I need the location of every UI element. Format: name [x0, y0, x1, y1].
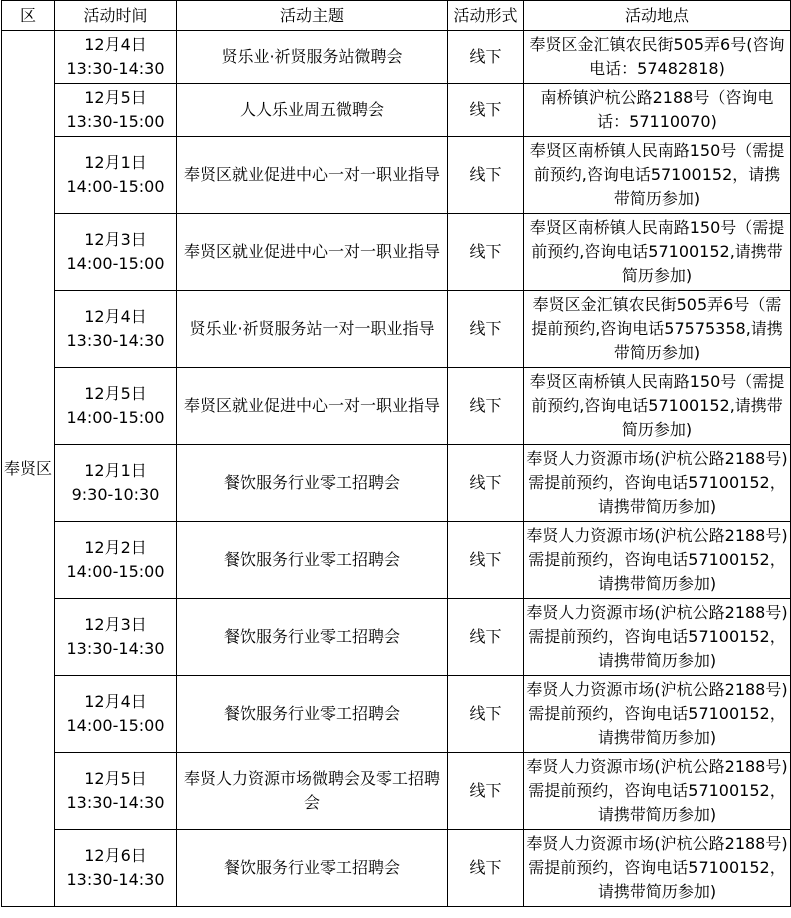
time-cell: [55, 31, 177, 84]
place-cell: 奉贤人力资源市场(沪杭公路2188号)需提前预约，咨询电话57100152，请携带简历参加): [524, 522, 791, 599]
date-text: 12月4日: [84, 35, 147, 54]
place-cell: 奉贤人力资源市场(沪杭公路2188号)需提前预约，咨询电话57100152，请携带简历参加): [524, 753, 791, 830]
topic-cell: 餐饮服务行业零工招聘会: [177, 445, 448, 522]
time-range-text: 14:00-15:00: [66, 562, 165, 581]
place-cell: 奉贤区南桥镇人民南路150号（需提前预约,咨询电话57100152,请携带简历参加): [524, 214, 791, 291]
time-range-text: 9:30-10:30: [71, 485, 160, 504]
topic-cell: 奉贤人力资源市场微聘会及零工招聘会: [177, 753, 448, 830]
table-row: [2, 31, 791, 84]
time-range-text: 13:30-14:30: [66, 870, 165, 889]
time-range-text: 13:30-14:30: [66, 793, 165, 812]
mode-cell: 线下: [448, 830, 524, 907]
place-cell: 奉贤区金汇镇农民街505弄6号（需提前预约,咨询电话57575358,请携带简历参加): [524, 291, 791, 368]
topic-cell: 人人乐业周五微聘会: [177, 84, 448, 137]
mode-cell: 线下: [448, 368, 524, 445]
mode-cell: 线下: [448, 445, 524, 522]
date-text: 12月5日: [84, 384, 147, 403]
time-cell: [55, 84, 177, 137]
mode-cell: 线下: [448, 214, 524, 291]
topic-cell: 餐饮服务行业零工招聘会: [177, 599, 448, 676]
time-cell: [55, 599, 177, 676]
topic-cell: 奉贤区就业促进中心一对一职业指导: [177, 137, 448, 214]
time-cell: [55, 291, 177, 368]
topic-cell: 贤乐业·祈贤服务站微聘会: [177, 31, 448, 84]
topic-cell: 餐饮服务行业零工招聘会: [177, 676, 448, 753]
table-row: [2, 137, 791, 214]
table-row: [2, 291, 791, 368]
time-range-text: 14:00-15:00: [66, 408, 165, 427]
activity-schedule-table: [1, 0, 791, 907]
date-text: 12月5日: [84, 769, 147, 788]
table-row: [2, 830, 791, 907]
table-row: [2, 522, 791, 599]
place-cell: 奉贤人力资源市场(沪杭公路2188号)需提前预约，咨询电话57100152，请携带简历参加): [524, 830, 791, 907]
time-range-text: 13:30-15:00: [66, 112, 165, 131]
mode-cell: 线下: [448, 599, 524, 676]
mode-cell: 线下: [448, 676, 524, 753]
date-text: 12月4日: [84, 307, 147, 326]
topic-cell: 贤乐业·祈贤服务站一对一职业指导: [177, 291, 448, 368]
table-row: [2, 445, 791, 522]
time-range-text: 13:30-14:30: [66, 331, 165, 350]
table-header-row: [2, 1, 791, 31]
place-cell: 奉贤人力资源市场(沪杭公路2188号)需提前预约，咨询电话57100152，请携带简历参加): [524, 445, 791, 522]
time-cell: [55, 522, 177, 599]
header-time: 活动时间: [55, 1, 177, 31]
header-mode: 活动形式: [448, 1, 524, 31]
topic-cell: 餐饮服务行业零工招聘会: [177, 830, 448, 907]
header-topic: 活动主题: [177, 1, 448, 31]
time-cell: [55, 753, 177, 830]
date-text: 12月5日: [84, 88, 147, 107]
mode-cell: 线下: [448, 753, 524, 830]
time-cell: [55, 368, 177, 445]
mode-cell: 线下: [448, 522, 524, 599]
topic-cell: 奉贤区就业促进中心一对一职业指导: [177, 368, 448, 445]
header-place: 活动地点: [524, 1, 791, 31]
time-cell: [55, 676, 177, 753]
date-text: 12月6日: [84, 846, 147, 865]
place-cell: 奉贤人力资源市场(沪杭公路2188号)需提前预约，咨询电话57100152，请携带简历参加): [524, 676, 791, 753]
mode-cell: 线下: [448, 137, 524, 214]
time-range-text: 14:00-15:00: [66, 177, 165, 196]
time-range-text: 13:30-14:30: [66, 639, 165, 658]
table-row: [2, 368, 791, 445]
topic-cell: 餐饮服务行业零工招聘会: [177, 522, 448, 599]
time-cell: [55, 830, 177, 907]
date-text: 12月1日: [84, 153, 147, 172]
table-row: [2, 676, 791, 753]
place-cell: 奉贤区南桥镇人民南路150号（需提前预约,咨询电话57100152，请携带简历参加): [524, 137, 791, 214]
mode-cell: 线下: [448, 291, 524, 368]
district-cell: 奉贤区: [2, 31, 55, 907]
time-range-text: 14:00-15:00: [66, 716, 165, 735]
place-cell: 南桥镇沪杭公路2188号（咨询电话：57110070): [524, 84, 791, 137]
place-cell: 奉贤人力资源市场(沪杭公路2188号)需提前预约，咨询电话57100152，请携带简历参加): [524, 599, 791, 676]
table-row: [2, 84, 791, 137]
date-text: 12月4日: [84, 692, 147, 711]
date-text: 12月1日: [84, 461, 147, 480]
time-cell: [55, 137, 177, 214]
table-row: [2, 214, 791, 291]
time-range-text: 14:00-15:00: [66, 254, 165, 273]
topic-cell: 奉贤区就业促进中心一对一职业指导: [177, 214, 448, 291]
time-cell: [55, 445, 177, 522]
table-body: [2, 31, 791, 907]
time-cell: [55, 214, 177, 291]
mode-cell: 线下: [448, 84, 524, 137]
header-district: 区: [2, 1, 55, 31]
date-text: 12月2日: [84, 538, 147, 557]
date-text: 12月3日: [84, 615, 147, 634]
mode-cell: 线下: [448, 31, 524, 84]
date-text: 12月3日: [84, 230, 147, 249]
place-cell: 奉贤区金汇镇农民街505弄6号(咨询电话：57482818): [524, 31, 791, 84]
table-row: [2, 599, 791, 676]
table-row: [2, 753, 791, 830]
time-range-text: 13:30-14:30: [66, 59, 165, 78]
place-cell: 奉贤区南桥镇人民南路150号（需提前预约,咨询电话57100152,请携带简历参加): [524, 368, 791, 445]
